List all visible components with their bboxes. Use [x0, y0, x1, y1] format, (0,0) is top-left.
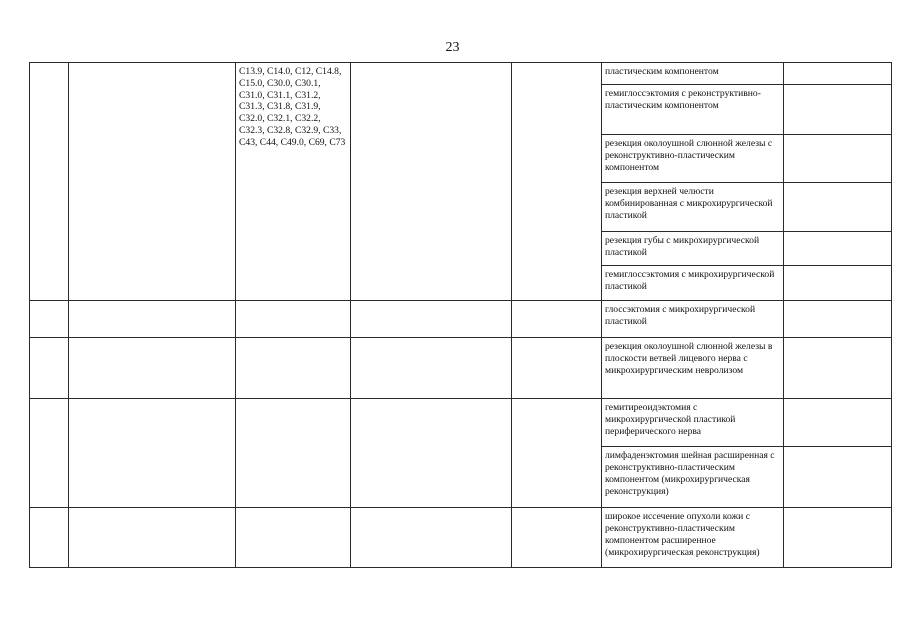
- table-cell: [236, 508, 351, 568]
- treatment-table: [29, 62, 892, 568]
- table-cell: [784, 266, 892, 301]
- table-cell: [784, 508, 892, 568]
- table-cell: [351, 399, 512, 508]
- table-cell: [602, 183, 784, 232]
- table-cell: [69, 63, 236, 301]
- table-cell: [602, 399, 784, 447]
- table-row: [30, 63, 892, 85]
- procedure-text: резекция околоушной слюнной железы в плоскости ветвей лицевого нерва с микрохирургическим невролизом: [605, 341, 773, 377]
- table-cell: [236, 399, 351, 508]
- table-cell: [602, 63, 784, 85]
- table-cell: [784, 447, 892, 508]
- table-cell: [236, 63, 351, 301]
- icd-codes: C13.9, C14.0, C12, C14.8, C15.0, C30.0, C30.1, C31.0, C31.1, C31.2, C31.3, C31.8, C31.9, C32.0, C32.1, C32.2, C32.3, C32.8, C32.9, C33, C43, C44, C49.0, C69, C73: [239, 66, 346, 148]
- table-cell: [602, 447, 784, 508]
- procedure-text: гемиглоссэктомия с микрохирургической пластикой: [605, 269, 775, 293]
- procedure-text: глоссэктомия с микрохирургической пластикой: [605, 304, 756, 328]
- table-cell: [784, 183, 892, 232]
- table-cell: [351, 301, 512, 338]
- table-cell: [784, 399, 892, 447]
- table-cell: [69, 338, 236, 399]
- procedure-text: гемиглоссэктомия с реконструктивно-пластическим компонентом: [605, 88, 761, 112]
- table-cell: [512, 338, 602, 399]
- table-cell: [784, 301, 892, 338]
- table-cell: [602, 232, 784, 266]
- table-cell: [351, 338, 512, 399]
- table-cell: [602, 85, 784, 135]
- table-row: [30, 399, 892, 447]
- table-cell: [30, 338, 69, 399]
- table-cell: [784, 85, 892, 135]
- procedure-text: пластическим компонентом: [605, 66, 719, 77]
- table-cell: [602, 508, 784, 568]
- table-cell: [784, 63, 892, 85]
- procedure-text: резекция околоушной слюнной железы с реконструктивно-пластическим компонентом: [605, 138, 773, 174]
- table-cell: [30, 508, 69, 568]
- table-cell: [236, 301, 351, 338]
- table-cell: [602, 338, 784, 399]
- table-cell: [602, 266, 784, 301]
- table-cell: [602, 301, 784, 338]
- table-cell: [69, 508, 236, 568]
- table-cell: [512, 508, 602, 568]
- procedure-text: лимфаденэктомия шейная расширенная с реконструктивно-пластическим компонентом (микрохирургическая реконструкция): [605, 450, 775, 498]
- table-cell: [512, 301, 602, 338]
- procedure-text: резекция верхней челюсти комбинированная с микрохирургической пластикой: [605, 186, 773, 222]
- table-row: [30, 301, 892, 338]
- procedure-text: резекция губы с микрохирургической пластикой: [605, 235, 760, 259]
- table-cell: [784, 338, 892, 399]
- table-cell: [69, 399, 236, 508]
- table-cell: [784, 232, 892, 266]
- table-cell: [30, 63, 69, 301]
- page-number: 23: [445, 40, 460, 55]
- table-cell: [30, 301, 69, 338]
- table-cell: [236, 338, 351, 399]
- table-cell: [351, 508, 512, 568]
- procedure-text: гемитиреоидэктомия с микрохирургической пластикой периферического нерва: [605, 402, 736, 438]
- table-cell: [351, 63, 512, 301]
- table-cell: [512, 399, 602, 508]
- table-cell: [30, 399, 69, 508]
- procedure-text: широкое иссечение опухоли кожи с реконструктивно-пластическим компонентом расширенное (микрохирургическая реконструкция): [605, 511, 760, 559]
- table-cell: [602, 135, 784, 183]
- table-cell: [69, 301, 236, 338]
- table-cell: [784, 135, 892, 183]
- table-cell: [512, 63, 602, 301]
- table-row: [30, 338, 892, 399]
- table-row: [30, 508, 892, 568]
